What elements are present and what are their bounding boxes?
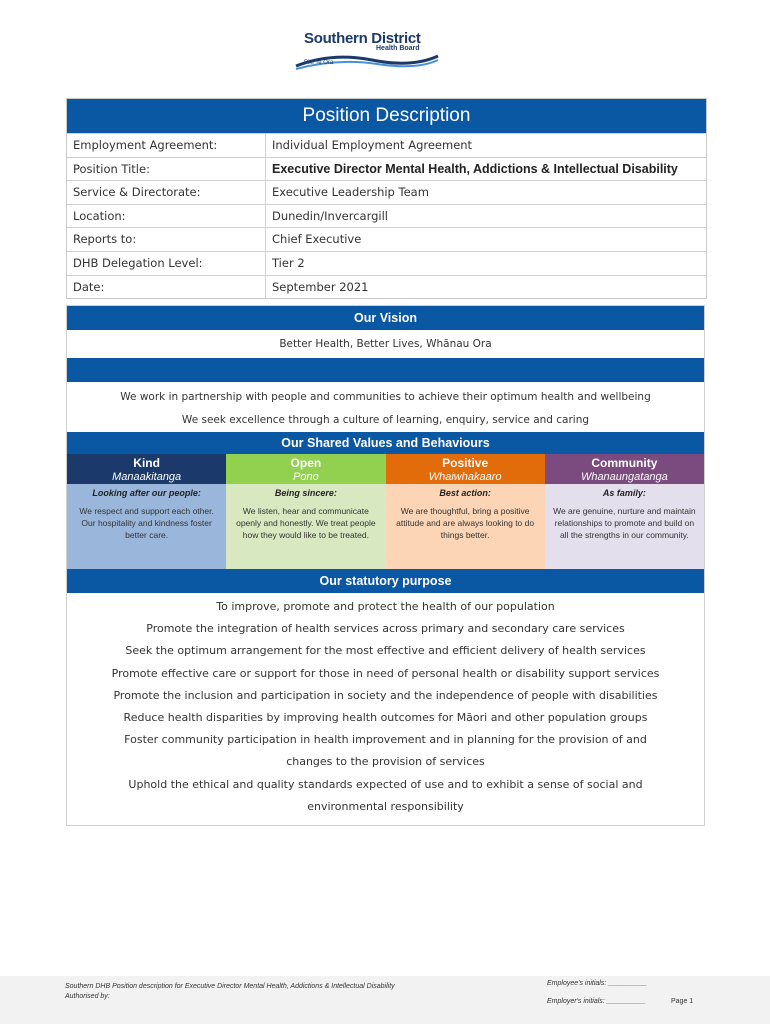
purpose-line: Foster community participation in health improvement and in planning for the provision of and [124,733,647,747]
purpose-line: Promote effective care or support for those in need of personal health or disability support services [111,666,660,680]
row-value: Chief Executive [272,232,362,247]
row-label: Reports to: [67,228,266,251]
row-value: Executive Leadership Team [272,185,429,200]
page-number: Page 1 [671,998,694,1005]
row-label: DHB Delegation Level: [67,252,266,275]
position-description-table [66,98,707,299]
value-header [545,454,704,484]
purpose-line: Promote the inclusion and participation in society and the independence of people with disabilities [113,688,658,702]
table-row [67,227,706,251]
table-row [67,204,706,228]
value-name: Positive [442,456,489,470]
purpose-line: changes to the provision of services [286,755,485,769]
value-name: Kind [133,456,160,470]
purpose-title: Our statutory purpose [67,569,704,593]
value-name: Community [591,456,658,470]
value-maori: Whanaungatanga [580,471,668,483]
values-title: Our Shared Values and Behaviours [67,432,704,454]
value-body [386,484,545,569]
row-label: Service & Directorate: [67,181,266,204]
table-row [67,180,706,204]
value-header [226,454,385,484]
row-value: September 2021 [272,279,369,294]
row-value: Executive Director Mental Health, Addictions & Intellectual Disability [272,161,678,176]
row-label: Employment Agreement: [67,134,266,157]
table-row [67,133,706,157]
purpose-list [67,593,704,818]
value-community [545,454,704,569]
logo-name: Southern District [304,30,421,47]
organisation-info-box [66,305,705,826]
value-description: We respect and support each other. Our hospitality and kindness foster better care. [79,506,214,540]
purpose-line: To improve, promote and protect the health of our population [216,600,555,613]
employer-initials: Employer's initials: __________ [547,998,646,1005]
row-value: Dunedin/Invercargill [272,208,388,223]
footer-line: Southern DHB Position description for Executive Director Mental Health, Addictions & Intellectual Disability [65,983,395,990]
value-maori: Whaiwhakaaro [428,471,502,483]
table-row [67,157,706,181]
value-heading: Looking after our people: [92,488,201,498]
position-description-title: Position Description [67,99,706,133]
table-row [67,251,706,275]
value-name: Open [290,456,322,470]
logo-board: Health Board [376,45,420,52]
value-positive [386,454,545,569]
purpose-line: Seek the optimum arrangement for the most effective and efficient delivery of health services [125,644,646,658]
value-header [386,454,545,484]
row-value: Tier 2 [272,255,305,270]
purpose-line: Reduce health disparities by improving health outcomes for Māori and other population groups [123,710,648,724]
vision-title: Our Vision [67,306,704,330]
value-body [67,484,226,569]
logo-tagline: Piki Te Ora [304,60,334,66]
purpose-line: environmental responsibility [307,799,464,813]
page-footer [0,976,770,1024]
purpose-line: Uphold the ethical and quality standards expected of use and to exhibit a sense of social and [128,777,643,791]
vision-line: We work in partnership with people and communities to achieve their optimum health and wellbeing [120,391,651,403]
values-grid [67,454,704,569]
value-open [226,454,385,569]
vision-line: We seek excellence through a culture of learning, enquiry, service and caring [181,414,590,426]
blank-bar [67,358,704,382]
value-kind [67,454,226,569]
value-description: We are genuine, nurture and maintain relationships to promote and build on all the strengths in our community. [553,506,696,540]
value-heading: As family: [602,488,646,498]
vision-text: Better Health, Better Lives, Whānau Ora [279,338,492,350]
value-description: We listen, hear and communicate openly and honestly. We treat people how they would like to be treated. [236,506,376,540]
value-heading: Being sincere: [274,488,337,498]
value-maori: Manaakitanga [112,471,182,483]
row-label: Position Title: [67,158,266,181]
purpose-line: Promote the integration of health services across primary and secondary care services [146,622,625,636]
row-label: Date: [67,276,266,299]
footer-description [65,982,525,1002]
value-description: We are thoughtful, bring a positive attitude and are always looking to do things better. [396,506,535,540]
footer-authorised: Authorised by: [65,993,110,1000]
value-header [67,454,226,484]
sdhb-logo [292,30,442,72]
employee-initials: Employee's initials: __________ [547,980,648,987]
value-maori: Pono [293,471,319,483]
value-heading: Best action: [439,488,491,498]
table-row [67,275,706,299]
row-label: Location: [67,205,266,228]
value-body [545,484,704,569]
value-body [226,484,385,569]
row-value: Individual Employment Agreement [272,138,473,152]
